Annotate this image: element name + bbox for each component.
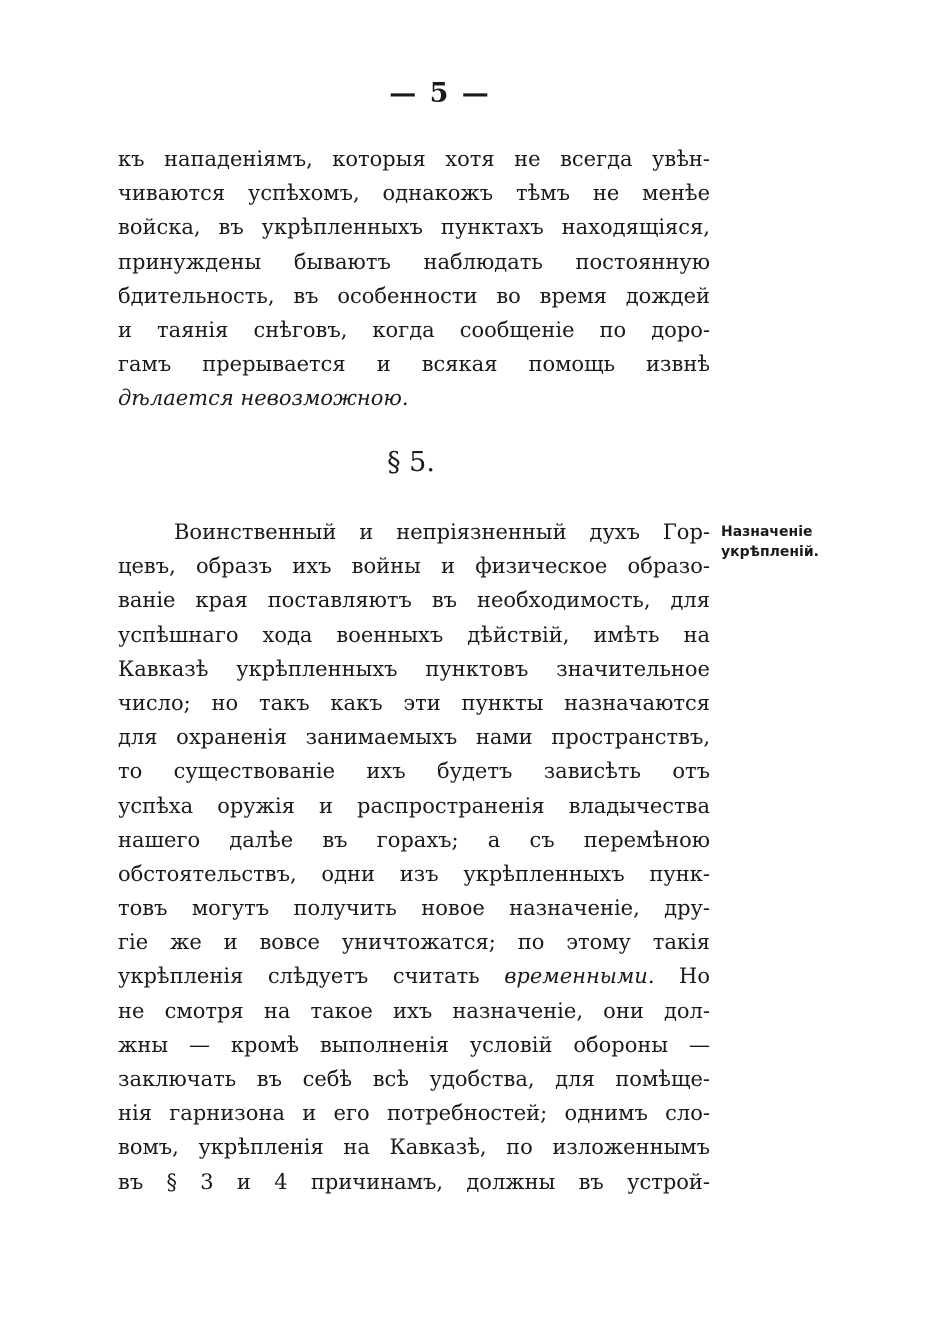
text-line: успѣха оружія и распространенія владычества <box>118 793 710 818</box>
text-line: гіе же и вовсе уничтожатся; по этому такія <box>118 930 710 955</box>
text-line: то существованіе ихъ будетъ зависѣть отъ <box>118 759 710 784</box>
text-line: ваніе края поставляютъ въ необходимость, для <box>118 588 710 613</box>
text-line: нія гарнизона и его потребностей; однимъ сло- <box>118 1101 710 1126</box>
paragraph-1 <box>118 142 710 416</box>
text-line: Воинственный и непріязненный духъ Гор- <box>174 520 710 544</box>
text-fragment: Но <box>679 964 710 989</box>
text-line: Кавказѣ укрѣпленныхъ пунктовъ значительное <box>118 656 710 681</box>
text-line: войска, въ укрѣпленныхъ пунктахъ находящіяся, <box>118 215 710 240</box>
text-line: для охраненія занимаемыхъ нами пространствъ, <box>118 725 710 750</box>
margin-note-line: Назначеніе <box>721 524 813 540</box>
text-line-with-italic <box>118 959 710 993</box>
section-heading: § 5. <box>387 447 435 478</box>
text-line: въ § 3 и 4 причинамъ, должны въ устрой- <box>118 1169 710 1194</box>
text-line: нашего далѣе въ горахъ; а съ перемѣною <box>118 827 710 852</box>
text-line: обстоятельствъ, одни изъ укрѣпленныхъ пунк- <box>118 861 710 886</box>
text-fragment: укрѣпленія слѣдуетъ считать <box>118 964 480 989</box>
text-line: не смотря на такое ихъ назначеніе, они дол- <box>118 998 710 1023</box>
text-line: гамъ прерывается и всякая помощь извнѣ <box>118 352 710 377</box>
text-line: чиваются успѣхомъ, однакожъ тѣмъ не менѣе <box>118 181 710 206</box>
margin-note-line: укрѣпленій. <box>721 544 819 560</box>
text-line: успѣшнаго хода военныхъ дѣйствій, имѣть на <box>118 622 710 647</box>
margin-note <box>721 522 841 562</box>
text-line: заключать въ себѣ всѣ удобства, для помѣще- <box>118 1067 710 1091</box>
text-line: принуждены бываютъ наблюдать постоянную <box>118 249 710 274</box>
text-line: бдительность, въ особенности во время дождей <box>118 283 710 308</box>
text-line: число; но такъ какъ эти пункты назначаются <box>118 690 710 715</box>
text-line: товъ могутъ получить новое назначеніе, дру- <box>118 896 710 921</box>
text-line: дѣлается невозможною. <box>118 386 409 411</box>
text-line: и таянія снѣговъ, когда сообщеніе по доро- <box>118 317 710 342</box>
text-line: къ нападеніямъ, которыя хотя не всегда увѣн- <box>118 147 710 171</box>
text-line: жны — кромѣ выполненія условій обороны — <box>118 1032 710 1057</box>
italic-word: временными. <box>504 964 655 989</box>
text-line: вомъ, укрѣпленія на Кавказѣ, по изложеннымъ <box>118 1135 710 1160</box>
page-number: — 5 — <box>389 78 491 109</box>
paragraph-2 <box>118 515 710 1199</box>
text-line: цевъ, образъ ихъ войны и физическое образо- <box>118 554 710 579</box>
